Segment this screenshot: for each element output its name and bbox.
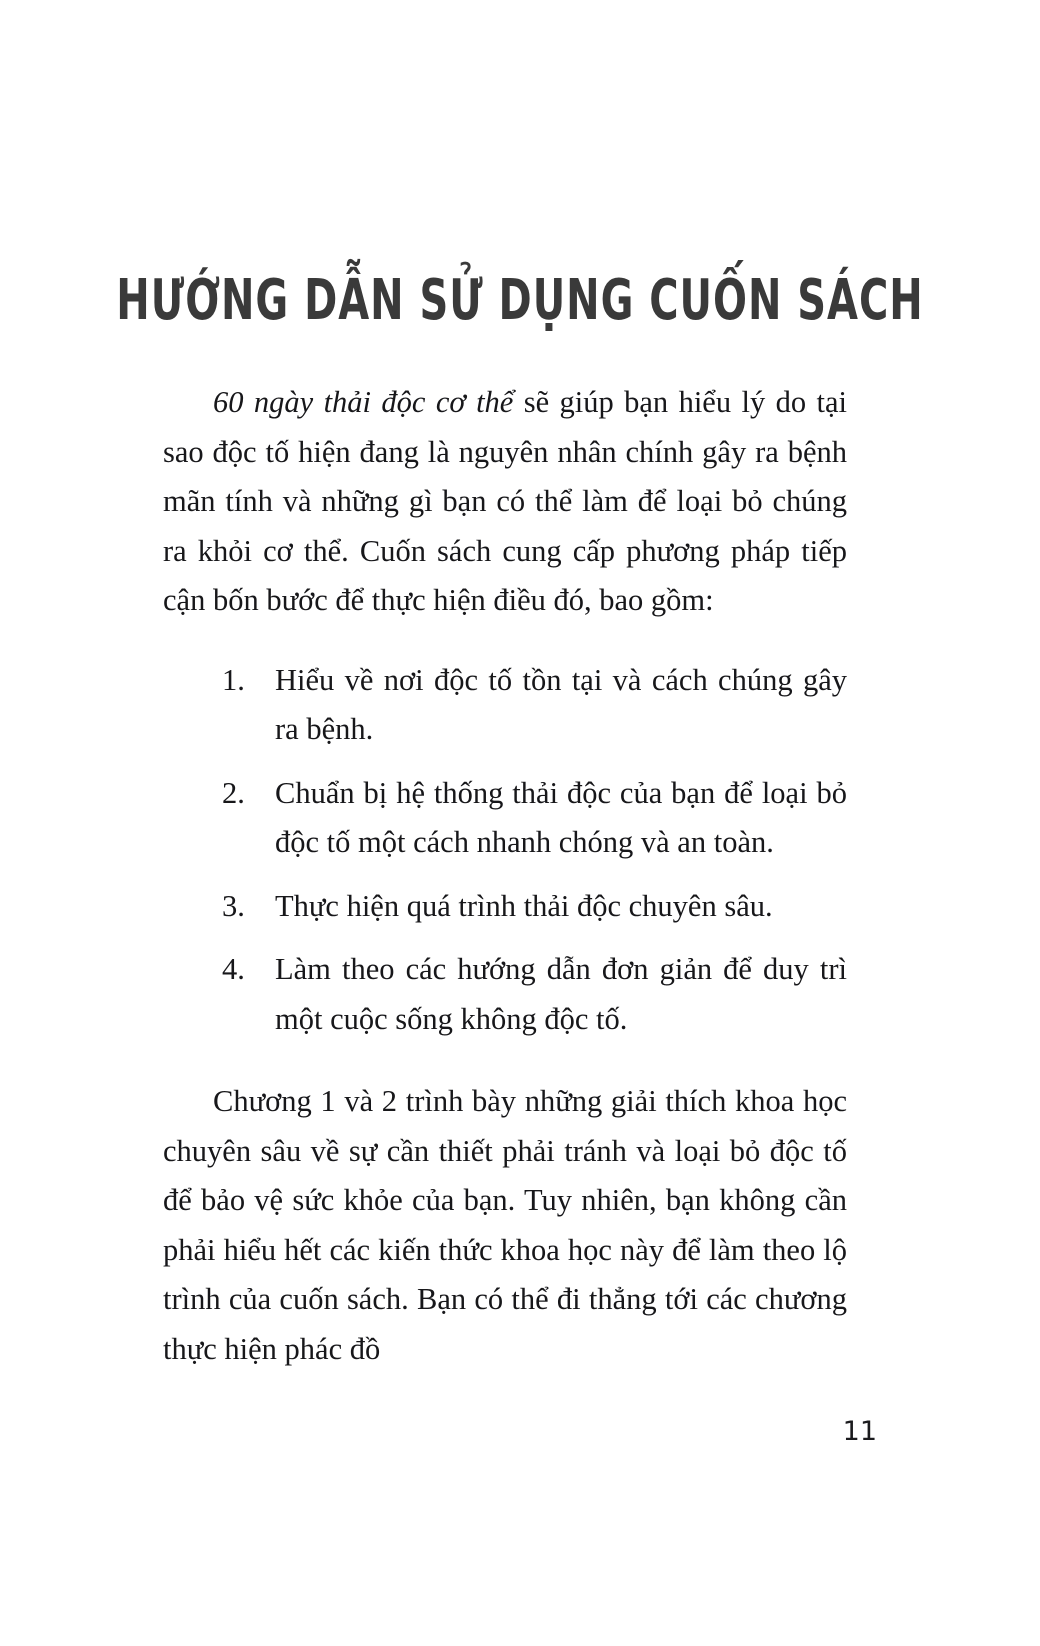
step-number: 1. <box>222 662 245 697</box>
list-item <box>163 882 847 932</box>
step-number: 4. <box>222 952 245 986</box>
step-text: Thực hiện quá trình thải độc chuyên sâu. <box>275 888 773 923</box>
step-text: Hiểu về nơi độc tố tồn tại và cách chúng gây ra bệnh. <box>275 662 847 746</box>
step-text: Làm theo các hướng dẫn đơn giản để duy trì một cuộc sống không độc tố. <box>275 952 847 1036</box>
intro-paragraph <box>163 378 847 626</box>
closing-paragraph: Chương 1 và 2 trình bày những giải thích khoa học chuyên sâu về sự cần thiết phải tránh và loại bỏ độc tố để bảo vệ sức khỏe của bạn. Tuy nhiên, bạn không cần phải hiểu hết các kiến thức khoa học này để làm theo lộ trình của cuốn sách. Bạn có thể đi thẳng tới các chương thực hiện phác đồ <box>163 1084 847 1366</box>
step-number: 3. <box>222 888 245 923</box>
step-number: 2. <box>222 775 245 810</box>
list-item <box>163 769 847 868</box>
intro-paragraph-text: sẽ giúp bạn hiểu lý do tại sao độc tố hiện đang là nguyên nhân chính gây ra bệnh mãn tính và những gì bạn có thể làm để loại bỏ chúng ra khỏi cơ thể. Cuốn sách cung cấp phương pháp tiếp cận bốn bước để thực hiện điều đó, bao gồm: <box>163 385 847 617</box>
book-title-reference: 60 ngày thải độc cơ thể <box>213 385 514 419</box>
page-content <box>163 378 847 1374</box>
steps-list <box>163 656 847 1045</box>
step-text: Chuẩn bị hệ thống thải độc của bạn để loại bỏ độc tố một cách nhanh chóng và an toàn. <box>275 775 847 859</box>
list-item <box>163 656 847 755</box>
page-title: HƯỚNG DẪN SỬ DỤNG CUỐN SÁCH <box>116 267 924 332</box>
page-number: 11 <box>842 1416 877 1447</box>
list-item <box>163 945 847 1044</box>
